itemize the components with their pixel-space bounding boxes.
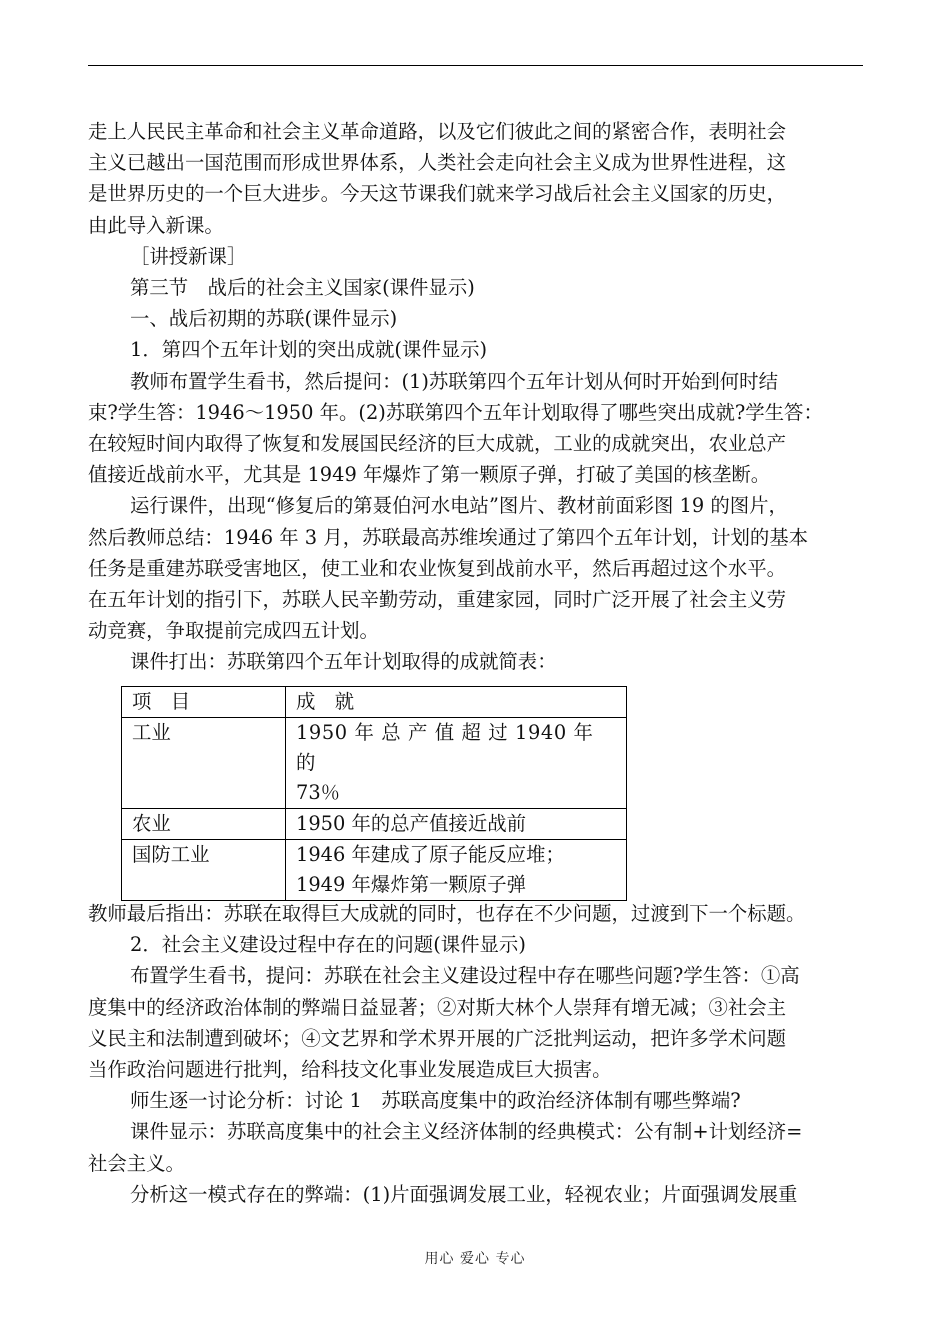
cell-line: 1950 年 总 产 值 超 过 1940 年 的 (296, 721, 594, 774)
table-cell-achievement (286, 840, 627, 901)
table-header-item: 项 目 (122, 687, 286, 718)
cell-line: 1950 年的总产值接近战前 (296, 812, 527, 835)
table-row (122, 840, 627, 901)
text-line: 任务是重建苏联受害地区，使工业和农业恢复到战前水平，然后再超过这个水平。 (88, 556, 787, 580)
text-line: 由此导入新课。 (88, 213, 224, 237)
table-cell-achievement (286, 718, 627, 809)
text-line: 在五年计划的指引下，苏联人民辛勤劳动，重建家园，同时广泛开展了社会主义劳 (88, 588, 787, 612)
text-line: 动竞赛，争取提前完成四五计划。 (88, 619, 379, 643)
text-line: 教师最后指出：苏联在取得巨大成就的同时，也存在不少问题，过渡到下一个标题。 (88, 902, 806, 925)
table-header-row (122, 687, 627, 718)
table-cell-item: 工业 (122, 718, 286, 809)
cell-line: 73％ (296, 781, 341, 804)
table-cell-item: 农业 (122, 809, 286, 840)
text-line: ［讲授新课］ (130, 244, 247, 268)
text-line: 师生逐一讨论分析：讨论 1 苏联高度集中的政治经济体制有哪些弊端? (130, 1089, 741, 1113)
text-line: 课件显示：苏联高度集中的社会主义经济体制的经典模式：公有制+计划经济= (130, 1120, 803, 1144)
text-line: 课件打出：苏联第四个五年计划取得的成就简表： (130, 650, 557, 674)
text-line: 运行课件，出现“修复后的第聂伯河水电站”图片、教材前面彩图 19 的图片， (130, 494, 788, 518)
table-cell-achievement (286, 809, 627, 840)
text-line: 值接近战前水平，尤其是 1949 年爆炸了第一颗原子弹，打破了美国的核垄断。 (88, 463, 771, 487)
text-line: 教师布置学生看书，然后提问：(1)苏联第四个五年计划从何时开始到何时结 (130, 369, 778, 393)
text-line: 度集中的经济政治体制的弊端日益显著；②对斯大林个人崇拜有增无减；③社会主 (88, 995, 787, 1019)
table-cell-item: 国防工业 (122, 840, 286, 901)
body-text-top (88, 116, 863, 678)
text-line: 分析这一模式存在的弊端：(1)片面强调发展工业，轻视农业；片面强调发展重 (130, 1182, 798, 1206)
text-line: 在较短时间内取得了恢复和发展国民经济的巨大成就，工业的成就突出，农业总产 (88, 432, 787, 456)
text-line: 当作政治问题进行批判，给科技文化事业发展造成巨大损害。 (88, 1058, 612, 1082)
cell-line: 1949 年爆炸第一颗原子弹 (296, 873, 527, 896)
page-footer: 用心 爱心 专心 (424, 1251, 526, 1267)
text-line: 走上人民民主革命和社会主义革命道路，以及它们彼此之间的紧密合作，表明社会 (88, 120, 787, 143)
text-line: 然后教师总结：1946 年 3 月，苏联最高苏维埃通过了第四个五年计划，计划的基本 (88, 525, 809, 549)
table-row (122, 809, 627, 840)
body-text-bottom (88, 898, 863, 1210)
text-line: 义民主和法制遭到破坏；④文艺界和学术界开展的广泛批判运动，把许多学术问题 (88, 1026, 787, 1050)
cell-line: 1946 年建成了原子能反应堆； (296, 843, 565, 866)
text-line: 第三节 战后的社会主义国家(课件显示) (130, 276, 475, 300)
text-line: 社会主义。 (88, 1151, 185, 1175)
text-line: 2．社会主义建设过程中存在的问题(课件显示) (130, 933, 526, 957)
table-row (122, 718, 627, 809)
text-line: 是世界历史的一个巨大进步。今天这节课我们就来学习战后社会主义国家的历史， (88, 182, 787, 206)
text-line: 束?学生答：1946～1950 年。(2)苏联第四个五年计划取得了哪些突出成就?学生答： (88, 400, 823, 424)
text-line: 布置学生看书，提问：苏联在社会主义建设过程中存在哪些问题?学生答：①高 (130, 964, 800, 988)
text-line: 1．第四个五年计划的突出成就(课件显示) (130, 338, 488, 362)
header-rule (88, 65, 863, 66)
text-line: 主义已越出一国范围而形成世界体系，人类社会走向社会主义成为世界性进程，这 (88, 151, 787, 175)
table-header-achievement: 成 就 (286, 687, 627, 718)
text-line: 一、战后初期的苏联(课件显示) (130, 307, 398, 331)
achievement-table (121, 686, 627, 901)
